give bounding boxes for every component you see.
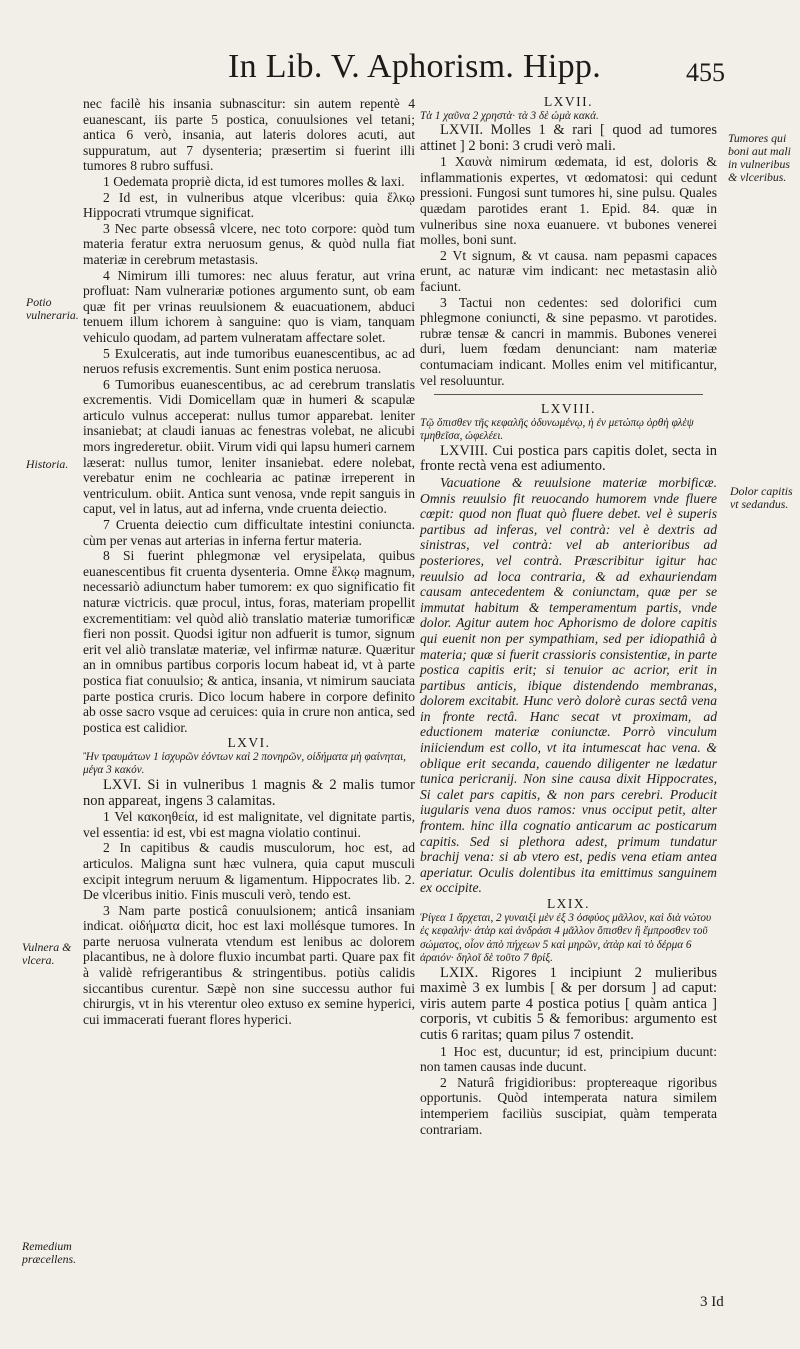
left-text-column: [83, 96, 415, 1027]
commentary-paragraph: 1 Hoc est, ducuntur; id est, principium ducunt: non tamen causas inde ducunt.: [420, 1043, 717, 1075]
greek-aphorism-text: Ῥίγεα 1 ἄρχεται, 2 γυναιξὶ μὲν ἐξ 3 ὀσφύος μᾶλλον, καὶ διὰ νώτου ἐς κεφαλήν· ἀτὰρ καὶ ἀνδράσι 4 μᾶλλον ὄπισθεν ἢ ἔμπροσθεν τοῦ σώματος, οἷον ἀπὸ πήχεων 5 καὶ μηρῶν, ἀτὰρ καὶ τὸ δέρμα 6 ἀραιόν· δηλοῖ δὲ τοῦτο 7 θρίξ.: [420, 911, 712, 965]
margin-note-dolor: Dolor capitis vt sedandus.: [730, 484, 793, 511]
margin-note-tumores: Tumores qui boni aut mali in vulneribus & vlceribus.: [728, 131, 791, 184]
catchword: 3 Id: [700, 1294, 724, 1310]
aphorism-translation: LXVI. Si in vulneribus 1 magnis & 2 malis tumor non appareat, ingens 3 calamitas.: [83, 776, 415, 809]
section-divider: [434, 394, 703, 395]
commentary-paragraph: 5 Exulceratis, aut inde tumoribus euanescentibus, ac ad neruos refusis excrementis. Sunt enim postica neruosa.: [83, 345, 415, 377]
commentary-paragraph: 7 Cruenta deiectio cum difficultate intestini coniuncta. cùm per venas aut arterias in inferna fertur materia.: [83, 517, 415, 548]
greek-aphorism-text: Ἢν τραυμάτων 1 ἰσχυρῶν ἐόντων καὶ 2 πονηρῶν, οἰδήματα μὴ φαίνηται, μέγα 3 κακόν.: [83, 750, 406, 777]
margin-note-remedium: Remedium præcellens.: [22, 1239, 77, 1266]
margin-note-historia: Historia.: [26, 457, 69, 471]
commentary-paragraph: 1 Oedemata propriè dicta, id est tumores molles & laxi.: [103, 173, 405, 189]
running-title: In Lib. V. Aphorism. Hipp.: [228, 48, 602, 85]
right-text-column: [420, 94, 717, 1137]
aphorism-translation: LXVII. Molles 1 & rari [ quod ad tumores attinet ] 2 boni: 3 crudi verò mali.: [420, 122, 717, 154]
commentary-paragraph: 1 Vel κακοηθεία, id est malignitate, vel dignitate partis, vel essentia: id est, vbi est magna violatio continui.: [83, 809, 415, 840]
margin-note-potio: Potio vulneraria.: [26, 295, 79, 322]
commentary-paragraph: 2 In capitibus & caudis musculorum, hoc est, ad articulos. Maligna sunt hæc vulnera, quia caput musculi excipit integrum neruum & ligamentum. Hippocrates lib. 2. De vlceribus initio. Finis musculi verò, tendo est.: [83, 840, 415, 903]
commentary-paragraph: 2 Naturâ frigidioribus: proptereaque rigoribus opportunis. Quòd intemperata natura similem intemperiem faciliùs suscipiat, quàm temperata contrariam.: [420, 1074, 717, 1137]
aphorism-number: LXVII.: [543, 94, 594, 109]
page-number: 455: [686, 58, 725, 87]
commentary-paragraph: 2 Vt signum, & vt causa. nam pepasmi capaces erunt, ac naturæ vim indicant: nec metastasin aliò faciunt.: [420, 247, 717, 295]
aphorism-number: LXVIII.: [540, 401, 597, 417]
commentary-paragraph: 3 Tactui non cedentes: sed dolorifici cum phlegmone coniuncti, & sine pepasmo. vt parotides. rubræ tensæ & cancri in mammis. Bubones venerei duri, luem fœdam denunciant: nam materiæ contumaciam indicant. Molles enim vel mitificantur, vel resoluuntur.: [420, 294, 717, 388]
commentary-paragraph: 1 Χαυνὰ nimirum œdemata, id est, doloris & inflammationis expertes, vt œdomatosi: qui cedunt pressioni. Fungosi sunt tumores hi, sine pulsu. Quales quædam parotides erant 1. Epid. 84. quæ in vulneribus sine noxa euanuere. vt bubones venerei molles, boni sunt.: [420, 154, 717, 248]
greek-aphorism-text: Τῷ ὄπισθεν τῆς κεφαλῆς ὀδυνωμένῳ, ἡ ἐν μετώπῳ ὀρθὴ φλὲψ τμηθεῖσα, ὠφελέει.: [420, 416, 694, 443]
commentary-paragraph: 6 Tumoribus euanescentibus, ac ad cerebrum translatis excrementis. Vidi Domicellam quæ in humeri & scapulæ articulo vulnus acceperat: nullus tumor apparebat. leniter insaniebat; at claudi ianuas ac fenestras volebat, ne alicubi mors ingrederetur. obiit. Virum vidi qui lapsu humeri carnem læserat: nullus tumor, leniter insaniebat. edere nolebat, verebatur enim ne cochlearia ac patinæ irreperent in ventriculum. obiit. Antica sunt venosa, vnde repit sanguis in caput, vel in latus, aut ad inferna, vnde cruenta deiectio.: [83, 376, 415, 517]
commentary-paragraph: 3 Nam parte posticâ conuulsionem; anticâ insaniam indicat. οἰδήματα dicit, hoc est laxi mollésque tumores. In parte neruosa vulnerata vtendum est lenibus ac dolorem placantibus, ne à dolore fluxio incumbat parti. Quare pax fit à validè refrigerantibus & stringentibus. potiùs calidis siccantibus curentur. Sæpè non sine successu author fui chirurgis, vt in his vterentur oleo extuso ex semine hyperici, cui immacerati fuerant flores hyperici.: [83, 902, 415, 1027]
commentary-paragraph: Vacuatione & reuulsione materiæ morbificæ. Omnis reuulsio fit reuocando humorem vnde fluere cœpit: quod non fluat quò fluere debet. vel è superis partibus ad inferas, vel contrà: vel è dextris ad sinistras, vel contrà: vel ab anterioribus ad posteriores, vel contrà. Præscribitur igitur hac reuulsio ad loca contraria, & ad exhauriendam causam antecedentem & coniunctam, quæ per se immutat habitum & temperamentum partis, vnde dolor. Agitur autem hoc Aphorismo de dolore capitis qui euenit non per sympathiam, sed per idiopathiâ à materia; quæ si fuerit crassioris consistentiæ, in parte postica capitis erit; si tenuior ac acrior, erit in partibus anticis, ibique distendendo membranas, dolorem excitabit. Hunc verò dolorè curas sectâ vena in fronte rectâ. Hanc secat vt proximam, ad eductionem materiæ coniunctæ. Porrò vinculum iniiciendum est collo, vt ita intumescat hac vena. & oblique erit secanda, cauendo diligenter ne lædatur tunica pericranij. Non sine causa dixit Hippocrates, Si calet pars capitis, & non pars cerebri. Producit iugularis vena duos ramos: vnus occiput petit, alter frontem. hinc illa cognatio anticarum ac posticarum capitis. Sed si plethora adest, primum tundatur brachij vena: si ab vtero est, pedis vena etiam antea aperiatur. Oculis dolentibus ita emittimus sanguinem ex occipite.: [420, 474, 717, 896]
aphorism-translation: LXIX. Rigores 1 incipiunt 2 mulieribus maximè 3 ex lumbis [ & per dorsum ] ad caput: viris autem parte 4 postica potius [ quàm antica ] corporis, vt cubitis 5 & femoribus: argumento est cutis 6 raritas; quam pilus 7 ostendit.: [420, 964, 717, 1043]
commentary-paragraph: 8 Si fuerint phlegmonæ vel erysipelata, quibus euanescentibus fit cruenta dysenteria. Omne ἕλκῳ magnum, necessariò adiunctum haber tumorem: ex quo significatio fit naturæ victricis. quæ procul, intus, foras, materiam propellit excrementitiam: vel quòd aliò translatio materiæ tumorificæ fieri non possit. Quodsi igitur non adfuerit is tumor, signum erit vel aliò translatæ materiæ, vel infirmæ naturæ. Quæritur an in omnibus partibus corporis locum habeat id, vt à parte postica fiat conuulsio; & antica, insania, vt nimirum sauciata parte postica cruris. Dico locum habere in corpore definito ab osse sacro vsque ad ceruices: quia in crure non antica, sed postica est calidior.: [83, 548, 415, 735]
commentary-paragraph: nec facilè his insania subnascitur: sin autem repentè 4 euanescant, iis parte 5 postica, conuulsiones vel tetani; antica 6 verò, insania, aut lateris dolores acuti, aut suppuratum, aut 7 dysenteria; præsertim si fuerint illi tumores 8 rubro suffusi.: [83, 96, 415, 174]
aphorism-number: LXIX.: [546, 896, 591, 911]
margin-note-vulnera: Vulnera & vlcera.: [22, 940, 72, 967]
commentary-paragraph: 4 Nimirum illi tumores: nec aluus feratur, aut vrina profluat: Nam vulnerariæ potiones argumento sunt, ob eam quæ fit per vrinas reuulsionem & euacuationem, abduci tenuem illum ichorem à sanguine: quo is viam, tanquam vehiculo quodam, ad partem vulneratam affectare solet.: [83, 267, 415, 345]
aphorism-number: LXVI.: [227, 735, 271, 751]
commentary-paragraph: 3 Nec parte obsessâ vlcere, nec toto corpore: quòd tum materia feratur extra neruosum genus, & quòd nulla fiat materiæ in cerebrum metastasis.: [83, 220, 415, 267]
page-header: [0, 48, 800, 96]
greek-aphorism-text: Τὰ 1 χαῦνα 2 χρηστὰ· τὰ 3 δὲ ὠμὰ κακά.: [420, 109, 599, 122]
aphorism-translation: LXVIII. Cui postica pars capitis dolet, secta in fronte rectà vena est adiumento.: [420, 442, 717, 475]
commentary-paragraph: 2 Id est, in vulneribus atque vlceribus: quia ἕλκῳ Hippocrati vtrumque significat.: [83, 189, 415, 221]
